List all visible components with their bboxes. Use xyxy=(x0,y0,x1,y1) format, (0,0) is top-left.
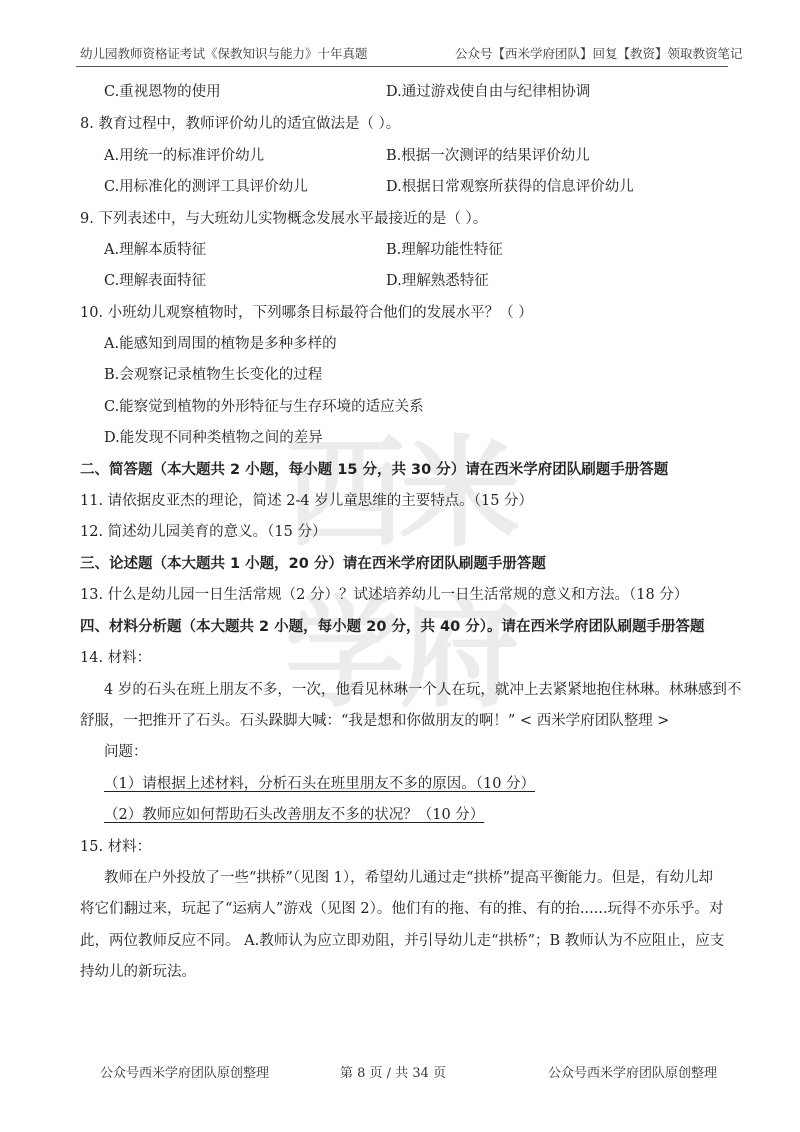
q8-option-c: C.用标准化的测评工具评价幼儿 xyxy=(104,179,308,195)
q10-option-c: C.能察觉到植物的外形特征与生存环境的适应关系 xyxy=(104,399,424,415)
q15-label: 15. 材料： xyxy=(80,839,152,855)
watermark-char-4: 府 xyxy=(400,585,520,724)
q12-stem: 12. 简述幼儿园美育的意义。（15 分） xyxy=(80,524,327,540)
q10-option-a: A.能感知到周围的植物是多种多样的 xyxy=(104,336,337,352)
watermark-char-2: 米 xyxy=(400,425,520,564)
q14-subquestion-1: （1）请根据上述材料，分析石头在班里朋友不多的原因。（10 分） xyxy=(104,776,536,792)
q10-option-d: D.能发现不同种类植物之间的差异 xyxy=(104,430,323,446)
header-divider xyxy=(76,66,728,67)
watermark-char-3: 学 xyxy=(285,585,405,724)
header-right: 公众号【西米学府团队】回复【教资】领取教资笔记 xyxy=(455,46,743,61)
q15-material-line-2: 将它们翻过来，玩起了“运病人”游戏（见图 2）。他们有的拖、有的推、有的抬......玩得不亦乐乎。对 xyxy=(80,901,724,917)
section-4-title: 四、材料分析题（本大题共 2 小题，每小题 20 分，共 40 分）。请在西米学府团队刷题手册答题 xyxy=(80,619,705,635)
footer-right: 公众号西米学府团队原创整理 xyxy=(548,1066,718,1081)
q9-option-b: B.理解功能性特征 xyxy=(386,242,503,258)
header-left: 幼儿园教师资格证考试《保教知识与能力》十年真题 xyxy=(80,46,368,61)
q14-question-label: 问题： xyxy=(104,744,148,760)
q14-material-line-1: 4 岁的石头在班上朋友不多，一次，他看见林琳一个人在玩，就冲上去紧紧地抱住林琳。林琳感到不 xyxy=(104,682,742,698)
section-3-title: 三、论述题（本大题共 1 小题，20 分）请在西米学府团队刷题手册答题 xyxy=(80,556,546,572)
section-2-title: 二、简答题（本大题共 2 小题，每小题 15 分，共 30 分）请在西米学府团队刷题手册答题 xyxy=(80,462,669,478)
q8-option-d: D.根据日常观察所获得的信息评价幼儿 xyxy=(386,179,634,195)
q13-stem: 13. 什么是幼儿园一日生活常规（2 分）？试述培养幼儿一日生活常规的意义和方法。（18 分） xyxy=(80,587,689,603)
q10-option-b: B.会观察记录植物生长变化的过程 xyxy=(104,367,323,383)
q15-material-line-4: 持幼儿的新玩法。 xyxy=(80,964,196,980)
q14-label: 14. 材料： xyxy=(80,650,152,666)
q14-material-line-2: 舒服，一把推开了石头。石头跺脚大喊：“我是想和你做朋友的啊！” < 西米学府团队整理 > xyxy=(80,713,670,729)
q9-option-a: A.理解本质特征 xyxy=(104,242,207,258)
footer-page-number: 第 8 页 / 共 34 页 xyxy=(340,1066,446,1081)
q7-option-d: D.通过游戏使自由与纪律相协调 xyxy=(386,84,591,100)
q15-material-line-1: 教师在户外投放了一些“拱桥”（见图 1），希望幼儿通过走“拱桥”提高平衡能力。但是，有幼儿却 xyxy=(104,870,713,886)
q9-option-d: D.理解熟悉特征 xyxy=(386,273,489,289)
q14-subquestion-2: （2）教师应如何帮助石头改善朋友不多的状况？（10 分） xyxy=(104,807,485,823)
q8-stem: 8. 教育过程中，教师评价幼儿的适宜做法是（ ）。 xyxy=(80,116,401,132)
q9-stem: 9. 下列表述中，与大班幼儿实物概念发展水平最接近的是（ ）。 xyxy=(80,211,488,227)
q8-option-b: B.根据一次测评的结果评价幼儿 xyxy=(386,148,590,164)
q15-material-line-3: 此，两位教师反应不同。 A.教师认为应立即劝阻，并引导幼儿走“拱桥”；B 教师认为不应阻止，应支 xyxy=(80,933,725,949)
q10-stem: 10. 小班幼儿观察植物时，下列哪条目标最符合他们的发展水平？（ ） xyxy=(80,305,533,321)
footer-left: 公众号西米学府团队原创整理 xyxy=(100,1066,270,1081)
q7-option-c: C.重视恩物的使用 xyxy=(104,84,221,100)
q8-option-a: A.用统一的标准评价幼儿 xyxy=(104,148,265,164)
watermark-char-1: 西 xyxy=(285,425,405,564)
q9-option-c: C.理解表面特征 xyxy=(104,273,207,289)
q11-stem: 11. 请依据皮亚杰的理论，简述 2-4 岁儿童思维的主要特点。（15 分） xyxy=(80,493,534,509)
